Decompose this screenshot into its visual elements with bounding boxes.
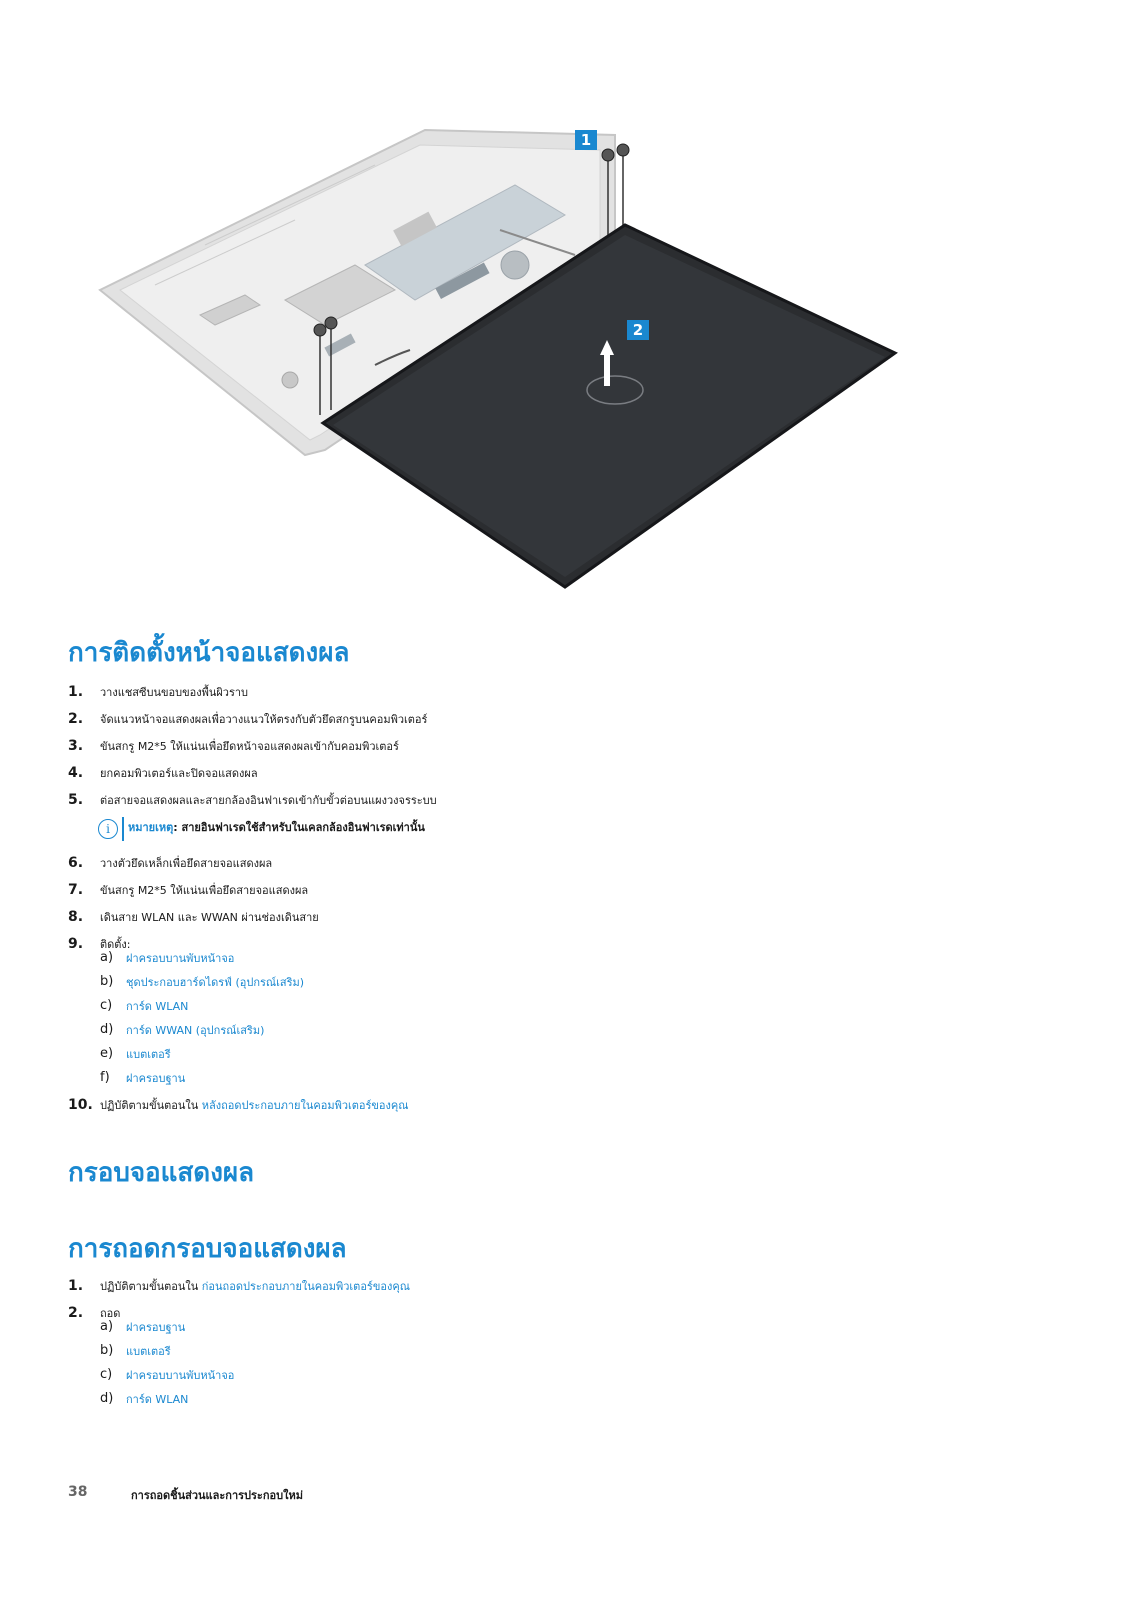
- link-base-cover[interactable]: ฝาครอบฐาน: [126, 1072, 186, 1085]
- link-wwan-card[interactable]: การ์ด WWAN (อุปกรณ์เสริม): [126, 1024, 265, 1037]
- laptop-display-illustration: [95, 125, 915, 615]
- link-hard-drive-assembly[interactable]: ชุดประกอบฮาร์ดไดรฟ์ (อุปกรณ์เสริม): [126, 976, 305, 989]
- sub-list-item: d) การ์ด WLAN: [100, 1391, 189, 1406]
- svg-text:2: 2: [632, 321, 644, 339]
- section-heading-install-display: การติดตั้งหน้าจอแสดงผล: [68, 638, 350, 668]
- page-number: 38: [68, 1484, 88, 1500]
- sub-list-item: c) ฝาครอบบานพับหน้าจอ: [100, 1367, 235, 1382]
- list-item: 9. ติดตั้ง: a) ฝาครอบบานพับหน้าจอ b) ชุดประกอบฮาร์ดไดรฟ์ (อุปกรณ์เสริม) c) การ์ด WLAN d) การ์ด WWAN (อุปกรณ์เสริม) e) แบตเตอรี f) ฝาครอบฐาน: [68, 938, 968, 1086]
- remove-sublist: [100, 1321, 968, 1407]
- list-item: 1. ปฏิบัติตามขั้นตอนใน ก่อนถอดประกอบภายในคอมพิวเตอร์ของคุณ: [68, 1278, 410, 1294]
- sub-list-item: e) แบตเตอรี: [100, 1046, 171, 1061]
- note-label: หมายเหตุ: [128, 821, 174, 834]
- section-heading-remove-bezel: การถอดกรอบจอแสดงผล: [68, 1234, 347, 1264]
- sub-list-item: b) แบตเตอรี: [100, 1343, 171, 1358]
- link-battery[interactable]: แบตเตอรี: [126, 1048, 171, 1061]
- sub-list-item: d) การ์ด WWAN (อุปกรณ์เสริม): [100, 1022, 265, 1037]
- remove-steps-list: [68, 1280, 968, 1420]
- link-base-cover[interactable]: ฝาครอบฐาน: [126, 1321, 186, 1334]
- sub-list-item: f) ฝาครอบฐาน: [100, 1070, 186, 1085]
- list-item: 7. ขันสกรู M2*5 ให้แน่นเพื่อยึดสายจอแสดงผล: [68, 882, 309, 898]
- link-hinge-cover[interactable]: ฝาครอบบานพับหน้าจอ: [126, 1369, 235, 1382]
- svg-text:1: 1: [580, 131, 592, 149]
- note-text: : สายอินฟาเรดใช้สำหรับในเคลกล้องอินฟาเรดเท่านั้น: [173, 821, 425, 834]
- sub-list-item: a) ฝาครอบบานพับหน้าจอ: [100, 950, 235, 965]
- step-badge-1: [575, 130, 597, 150]
- list-item: 8. เดินสาย WLAN และ WWAN ผ่านช่องเดินสาย: [68, 909, 319, 925]
- section-heading-display-bezel: กรอบจอแสดงผล: [68, 1158, 255, 1188]
- list-item: 2. จัดแนวหน้าจอแสดงผลเพื่อวางแนวให้ตรงกับตัวยึดสกรูบนคอมพิวเตอร์: [68, 711, 428, 727]
- info-icon: i: [98, 819, 118, 839]
- link-wlan-card[interactable]: การ์ด WLAN: [126, 1000, 189, 1013]
- link-after-working-inside[interactable]: หลังถอดประกอบภายในคอมพิวเตอร์ของคุณ: [201, 1099, 409, 1112]
- sub-list-item: b) ชุดประกอบฮาร์ดไดรฟ์ (อุปกรณ์เสริม): [100, 974, 305, 989]
- step-badge-2: [627, 320, 649, 340]
- sub-list-item: c) การ์ด WLAN: [100, 998, 189, 1013]
- link-before-working-inside[interactable]: ก่อนถอดประกอบภายในคอมพิวเตอร์ของคุณ: [201, 1280, 410, 1293]
- list-item: 4. ยกคอมพิวเตอร์และปิดจอแสดงผล: [68, 765, 258, 781]
- link-battery[interactable]: แบตเตอรี: [126, 1345, 171, 1358]
- sub-list-item: a) ฝาครอบฐาน: [100, 1319, 186, 1334]
- install-sublist: [100, 952, 968, 1086]
- list-item: 10. ปฏิบัติตามขั้นตอนใน หลังถอดประกอบภายในคอมพิวเตอร์ของคุณ: [68, 1097, 409, 1113]
- link-hinge-cover[interactable]: ฝาครอบบานพับหน้าจอ: [126, 952, 235, 965]
- note: [68, 819, 968, 843]
- footer-chapter-title: การถอดชิ้นส่วนและการประกอบใหม่: [131, 1489, 303, 1502]
- list-item: 2. ถอด a) ฝาครอบฐาน b) แบตเตอรี c) ฝาครอบบานพับหน้าจอ d) การ์ด WLAN: [68, 1307, 968, 1407]
- list-item: 6. วางตัวยึดเหล็กเพื่อยึดสายจอแสดงผล: [68, 855, 273, 871]
- list-item: 1. วางแชสซีบนขอบของพื้นผิวราบ: [68, 684, 249, 700]
- list-item: 5. ต่อสายจอแสดงผลและสายกล้องอินฟาเรดเข้ากับขั้วต่อบนแผงวงจรระบบ: [68, 792, 437, 808]
- list-item: 3. ขันสกรู M2*5 ให้แน่นเพื่อยึดหน้าจอแสดงผลเข้ากับคอมพิวเตอร์: [68, 738, 399, 754]
- install-steps-list: [68, 686, 968, 1126]
- link-wlan-card[interactable]: การ์ด WLAN: [126, 1393, 189, 1406]
